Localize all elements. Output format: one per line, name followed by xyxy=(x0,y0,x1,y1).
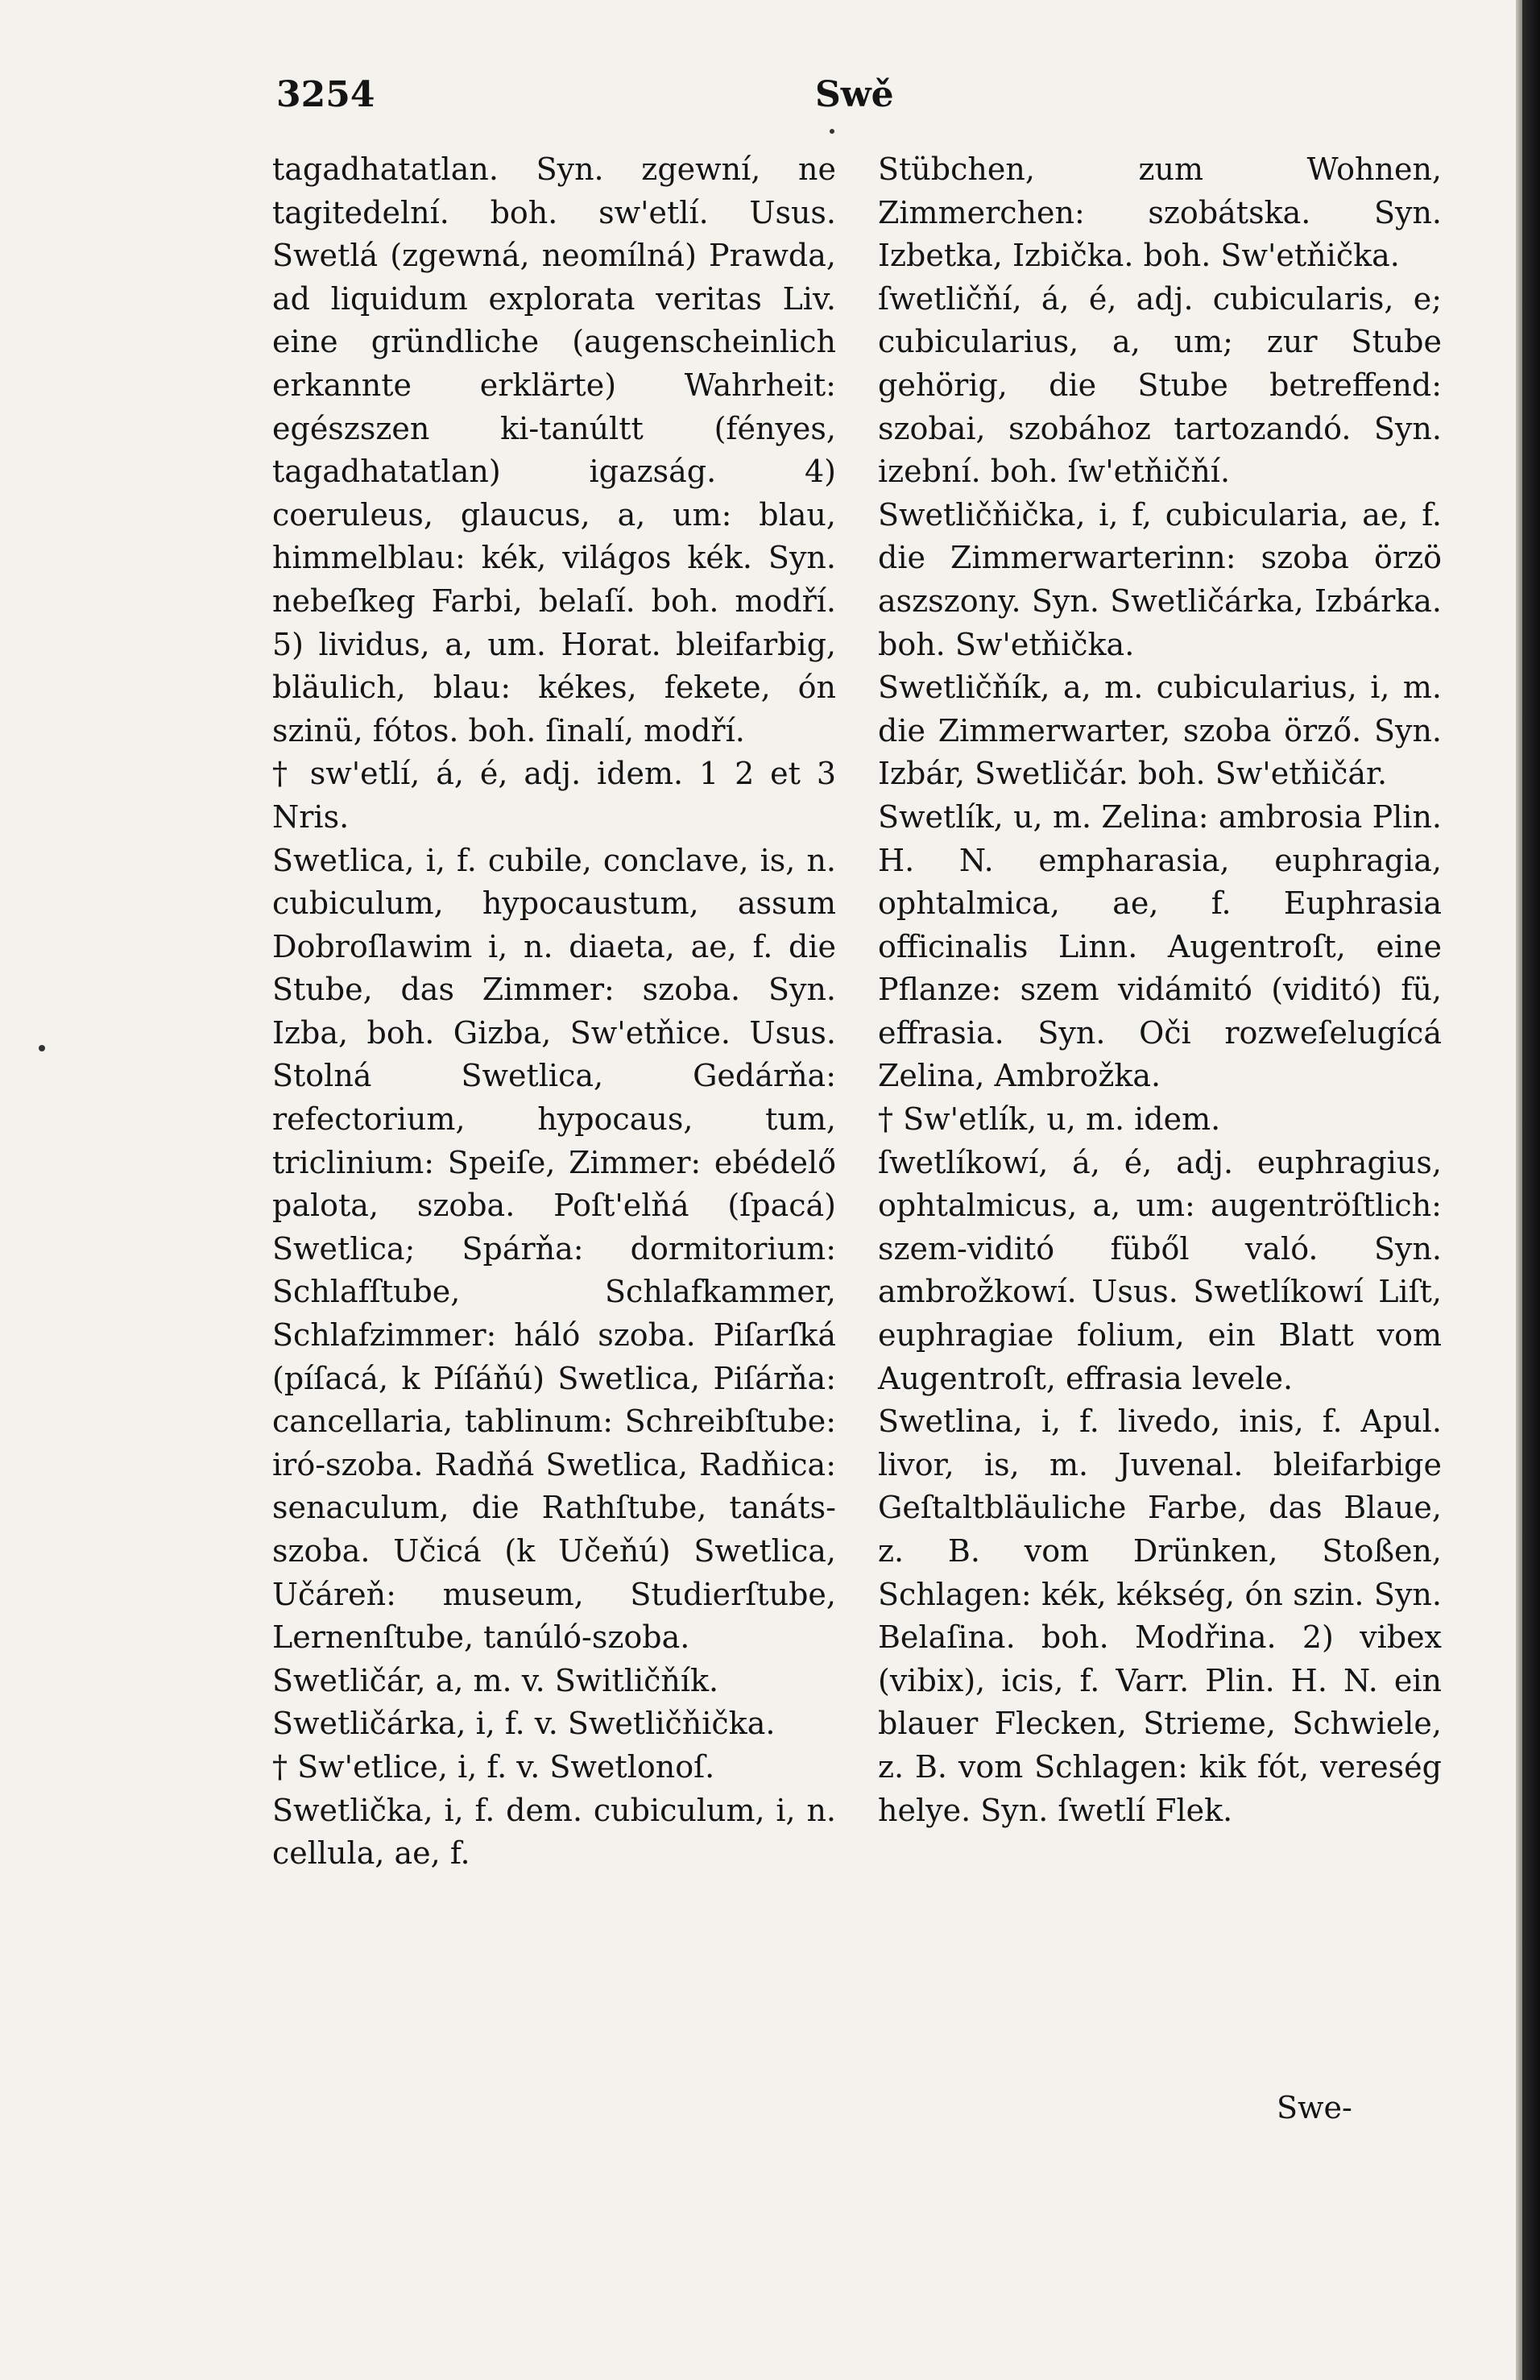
ink-spot xyxy=(830,129,834,134)
entry-text: Swetlík, u, m. Zelina: ambrosia Plin. H. N. empharasia, euphragia, ophtalmica, ae, f. Euphrasia officinalis Linn. Augentroſt, eine Pflanze: szem vidámitó (viditó) fü, effrasia. Syn. Oči rozweſelugícá Zelina, Ambrožka. xyxy=(878,798,1442,1094)
book-edge xyxy=(1522,0,1540,2380)
page-edge-shadow xyxy=(1516,0,1522,2380)
running-head: Swě xyxy=(815,74,894,115)
entry-text: Swetličňička, i, f, cubicularia, ae, f. die Zimmerwarterinn: szoba örzö aszszony. Syn. Swetličárka, Izbárka. boh. Sw'etňička. xyxy=(878,496,1442,662)
entry-text: Swetlička, i, f. dem. cubiculum, i, n. cellula, ae, f. xyxy=(272,1792,836,1872)
catchword: Swe- xyxy=(1277,2090,1352,2125)
entry-text: ſwetličňí, á, é, adj. cubicularis, e; cubicularius, a, um; zur Stube gehörig, die Stube betreffend: szobai, szobához tartozandó. Syn. izební. boh. ſw'etňičňí. xyxy=(878,280,1442,490)
entry-text: Swetličňík, a, m. cubicularius, i, m. die Zimmerwarter, szoba örző. Syn. Izbár, Swetličár. boh. Sw'etňičár. xyxy=(878,670,1442,792)
entry-text: Swetličárka, i, f. v. Swetličňička. xyxy=(272,1706,776,1742)
entry-text: Swetličár, a, m. v. Switličňík. xyxy=(272,1662,719,1698)
left-column xyxy=(272,148,836,1876)
entry-text: † sw'etlí, á, é, adj. idem. 1 2 et 3 Nris. xyxy=(272,756,836,835)
page-number: 3254 xyxy=(276,74,375,115)
entry-text: Swetlica, i, f. cubile, conclave, is, n. cubiculum, hypocaustum, assum Dobroſlawim i, n. diaeta, ae, f. die Stube, das Zimmer: szoba. Syn. Izba, boh. Gizba, Sw'etňice. Usus. Stolná Swetlica, Gedárňa: refectorium, hypocaus, tum, triclinium: Speiſe, Zimmer: ebédelő palota, szoba. Poſt'elňá (ſpacá) Swetlica; Spárňa: dormitorium: Schlafſtube, Schlafkammer, Schlafzimmer: háló szoba. Piſarſká (píſacá, k Píſáňú) Swetlica, Piſárňa: cancellaria, tablinum: Schreibſtube: iró-szoba. Radňá Swetlica, Radňica: senaculum, die Rathſtube, tanáts-szoba. Učicá (k Učeňú) Swetlica, Učáreň: museum, Studierſtube, Lernenſtube, tanúló-szoba. xyxy=(272,842,836,1656)
entry-text: tagadhatatlan. Syn. zgewní, ne tagitedelní. boh. sw'etlí. Usus. Swetlá (zgewná, neomílná) Prawda, ad liquidum explorata veritas Liv. eine gründliche (augenscheinlich erkannte erklärte) Wahrheit: egészszen ki-tanúltt (fényes, tagadhatatlan) igazság. 4) coeruleus, glaucus, a, um: blau, himmelblau: kék, világos kék. Syn. nebeſkeg Farbi, belaſí. boh. modří. 5) lividus, a, um. Horat. bleifarbig, bläulich, blau: kékes, fekete, ón szinü, fótos. boh. ſinalí, modří. xyxy=(272,151,836,748)
entry-text: † Sw'etlice, i, f. v. Swetlonoſ. xyxy=(272,1748,715,1785)
entry-text: † Sw'etlík, u, m. idem. xyxy=(878,1101,1221,1138)
right-column xyxy=(878,148,1442,1832)
entry-text: Swetlina, i, f. livedo, inis, f. Apul. livor, is, m. Juvenal. bleifarbige Geſtaltbläuliche Farbe, das Blaue, z. B. vom Drünken, Stoßen, Schlagen: kék, kékség, ón szin. Syn. Belaſina. boh. Modřina. 2) vibex (vibix), icis, f. Varr. Plin. H. N. ein blauer Flecken, Strieme, Schwiele, z. B. vom Schlagen: kik fót, vereség helye. Syn. ſwetlí Flek. xyxy=(878,1404,1442,1828)
ink-spot xyxy=(39,1045,45,1051)
entry-text: Stübchen, zum Wohnen, Zimmerchen: szobátska. Syn. Izbetka, Izbička. boh. Sw'etňička. xyxy=(878,151,1442,274)
entry-text: ſwetlíkowí, á, é, adj. euphragius, ophtalmicus, a, um: augentröſtlich: szem-viditó füből való. Syn. ambrožkowí. Usus. Swetlíkowí Liſt, euphragiae folium, ein Blatt vom Augentroſt, effrasia levele. xyxy=(878,1144,1442,1396)
